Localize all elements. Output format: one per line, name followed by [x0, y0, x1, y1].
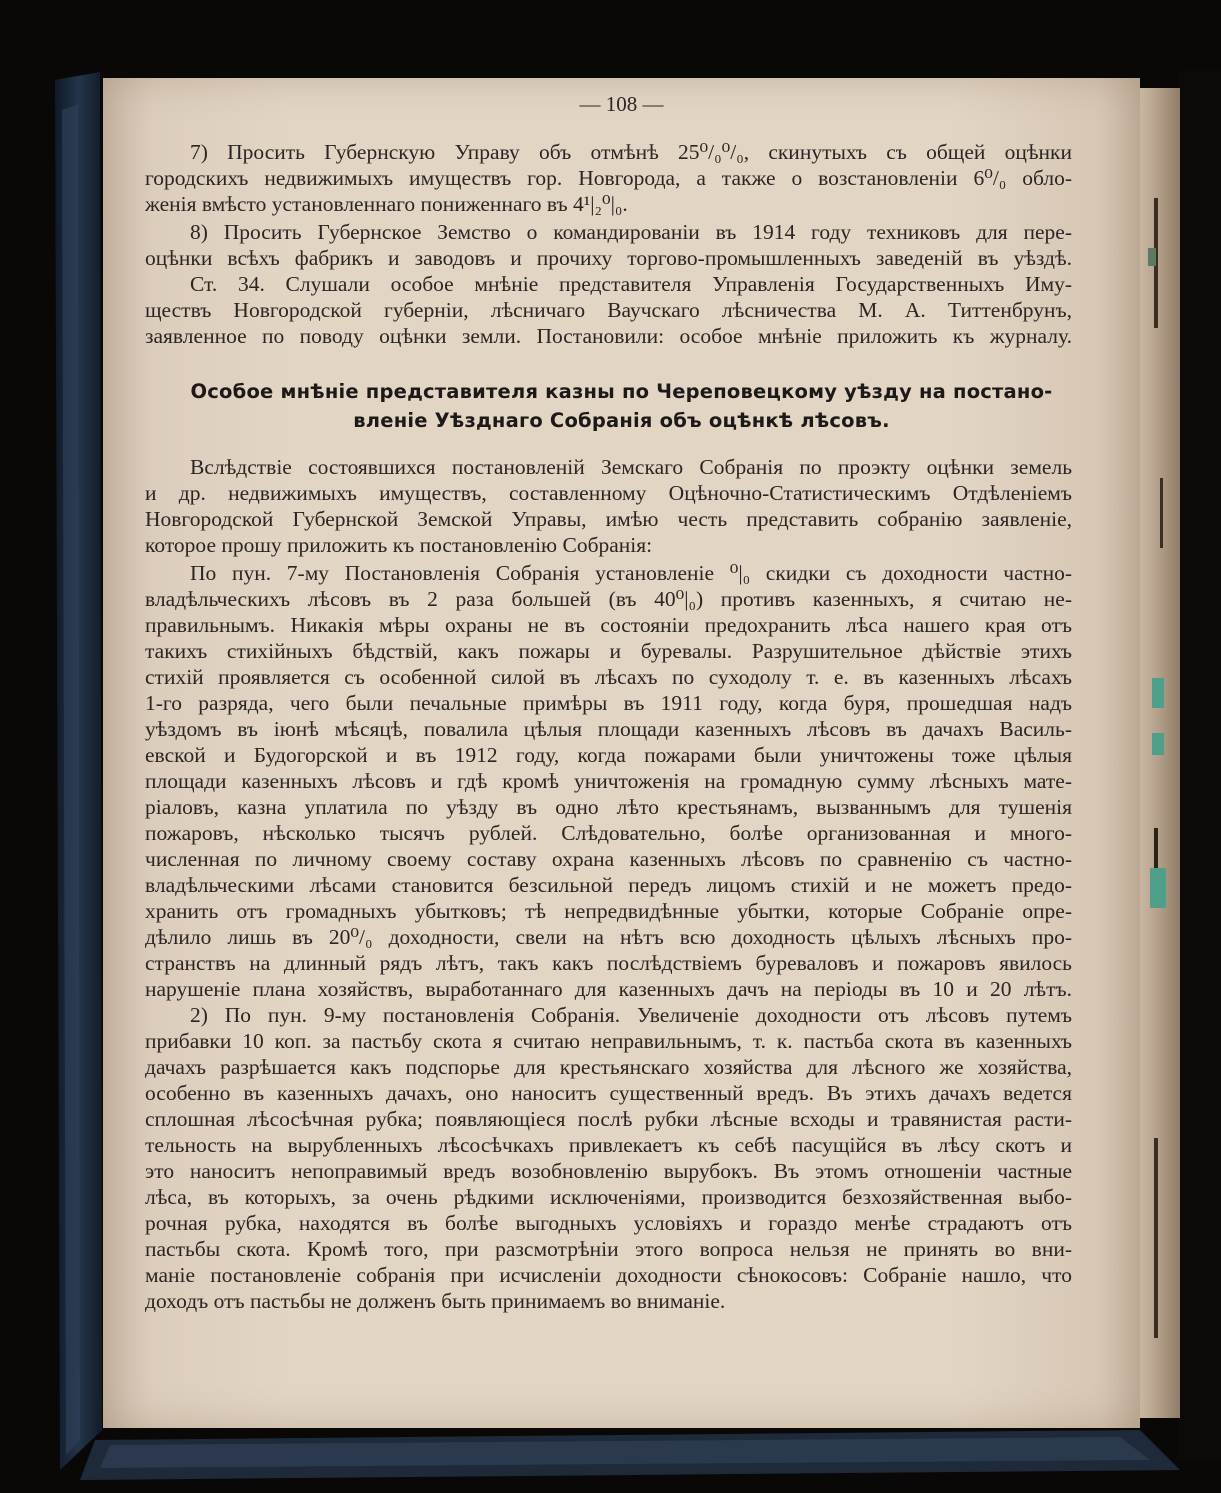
- text-line: пожаровъ, нѣсколько тысячъ рублей. Слѣдовательно, болѣе организованная и много-: [145, 821, 1072, 845]
- text-line: городскихъ недвижимыхъ имуществъ гор. Новгорода, а также о возстановленіи 6⁰/₀ обло-: [145, 166, 1072, 190]
- page-tabs-decoration: [1140, 88, 1180, 1418]
- text-line: которое прошу приложить къ постановленію Собранія:: [145, 533, 653, 557]
- text-line: 8) Просить Губернское Земство о командированіи въ 1914 году техниковъ для пере-: [190, 220, 1072, 244]
- text-line: оцѣнки всѣхъ фабрикъ и заводовъ и прочиху торгово-промышленныхъ заведеній въ уѣздѣ.: [145, 246, 1072, 270]
- text-line: правильнымъ. Никакія мѣры охраны не въ состояніи предохранить лѣса нашего края отъ: [145, 613, 1072, 637]
- heading-line: вленіе Уѣзднаго Собранія объ оцѣнкѣ лѣсовъ.: [353, 409, 890, 432]
- text-line: евской и Будогорской и въ 1912 году, когда пожарами были уничтожены тоже цѣлыя: [145, 743, 1072, 767]
- text-line: площади казенныхъ лѣсовъ и гдѣ кромѣ уничтоженія на громадную сумму лѣсныхъ мате-: [145, 769, 1072, 793]
- text-line: дачахъ разрѣшается какъ подспорье для крестьянскаго хозяйства для лѣсного же хозяйства,: [145, 1055, 1072, 1079]
- text-line: Новгородской Губернской Земской Управы, имѣю честь представить собранію заявленіе,: [145, 507, 1072, 531]
- text-line: такихъ стихійныхъ бѣдствій, какъ пожары и буревалы. Разрушительное дѣйствіе этихъ: [145, 639, 1072, 663]
- text-line: прибавки 10 коп. за пастьбу скота я считаю неправильнымъ, т. к. пастьба скота въ казенныхъ: [145, 1029, 1072, 1053]
- heading-line: Особое мнѣніе представителя казны по Череповецкому уѣзду на постано-: [190, 380, 1053, 403]
- text-line: владѣльческихъ лѣсовъ въ 2 раза большей (въ 40⁰|₀) противъ казенныхъ, я считаю не-: [145, 587, 1072, 611]
- text-line: маніе постановленіе собранія при исчисленіи доходности сѣнокосовъ: Собраніе нашло, что: [145, 1263, 1072, 1287]
- text-line: уѣздомъ въ іюнѣ мѣсяцѣ, повалила цѣлыя площади казенныхъ лѣсовъ въ дачахъ Василь-: [145, 717, 1072, 741]
- text-line: сплошная лѣсосѣчная рубка; появляющіеся послѣ рубки лѣсные всходы и травянистая расти-: [145, 1107, 1072, 1131]
- text-line: 1-го разряда, чего были печальные примѣры въ 1911 году, когда буря, прошедшая надъ: [145, 691, 1072, 715]
- text-line: это наноситъ непоправимый вредъ возобновленію вырубокъ. Въ этомъ отношеніи частные: [145, 1159, 1072, 1183]
- book-page: [103, 78, 1140, 1428]
- text-line: Ст. 34. Слушали особое мнѣніе представителя Управленія Государственныхъ Иму-: [190, 272, 1072, 296]
- text-line: странствъ на длинный рядъ лѣтъ, такъ какъ послѣдствіемъ буреваловъ и пожаровъ явилось: [145, 951, 1072, 975]
- text-line: 2) По пун. 9-му постановленія Собранія. Увеличеніе доходности отъ лѣсовъ путемъ: [190, 1003, 1072, 1027]
- text-line: рочная рубка, находятся въ болѣе выгодныхъ условіяхъ и гораздо менѣе страдаютъ отъ: [145, 1211, 1072, 1235]
- text-line: численная по личному своему составу охрана казенныхъ лѣсовъ по сравненію съ частно-: [145, 847, 1072, 871]
- text-line: ріаловъ, казна уплатила по уѣзду въ одно лѣто крестьянамъ, вызваннымъ для тушенія: [145, 795, 1072, 819]
- text-line: тельность на вырубленныхъ лѣсосѣчкахъ привлекаетъ къ себѣ пасущійся въ лѣсу скотъ и: [145, 1133, 1072, 1157]
- text-line: ществъ Новгородской губерніи, лѣсничаго Ваучскаго лѣсничества М. А. Титтенбрунъ,: [145, 298, 1072, 322]
- text-line: особенно въ казенныхъ дачахъ, оно наноситъ существенный вредъ. Въ этихъ дачахъ ведется: [145, 1081, 1072, 1105]
- text-line: доходъ отъ пастьбы не долженъ быть принимаемъ во вниманіе.: [145, 1289, 726, 1313]
- page-number: — 108 —: [579, 92, 664, 116]
- text-line: женія вмѣсто установленнаго пониженнаго въ 4¹|₂⁰|₀.: [145, 192, 628, 216]
- text-line: По пун. 7-му Постановленія Собранія установленіе ⁰|₀ скидки съ доходности частно-: [190, 561, 1072, 585]
- text-line: нарушеніе плана хозяйствъ, выработаннаго для казенныхъ дачъ на періоды въ 10 и 20 лѣтъ.: [145, 977, 1072, 1001]
- text-line: лѣса, въ которыхъ, за очень рѣдкими исключеніями, производится безхозяйственная выбо-: [145, 1185, 1072, 1209]
- text-line: дѣлило лишь въ 20⁰/₀ доходности, свели на нѣтъ всю доходность цѣлыхъ лѣсныхъ про-: [145, 925, 1072, 949]
- text-line: хранить отъ громадныхъ убытковъ; тѣ непредвидѣнные убытки, которые Собраніе опре-: [145, 899, 1072, 923]
- page-fore-edge: [1140, 88, 1180, 1418]
- text-line: пастьбы скота. Кромѣ того, при разсмотрѣніи этого вопроса нельзя не принять во вни-: [145, 1237, 1072, 1261]
- text-line: 7) Просить Губернскую Управу объ отмѣнѣ 25⁰/₀⁰/₀, скинутыхъ съ общей оцѣнки: [190, 140, 1072, 164]
- text-line: Вслѣдствіе состоявшихся постановленій Земскаго Собранія по проэкту оцѣнки земель: [190, 455, 1072, 479]
- text-line: и др. недвижимыхъ имуществъ, составленному Оцѣночно-Статистическимъ Отдѣленіемъ: [145, 481, 1072, 505]
- text-line: владѣльческими лѣсами становится безсильной передъ лицомъ стихій и не можетъ предо-: [145, 873, 1072, 897]
- text-line: стихій проявляется съ особенной силой въ лѣсахъ по суходолу т. е. въ казенныхъ лѣсахъ: [145, 665, 1072, 689]
- text-line: заявленное по поводу оцѣнки земли. Постановили: особое мнѣніе приложить къ журналу.: [145, 324, 1072, 348]
